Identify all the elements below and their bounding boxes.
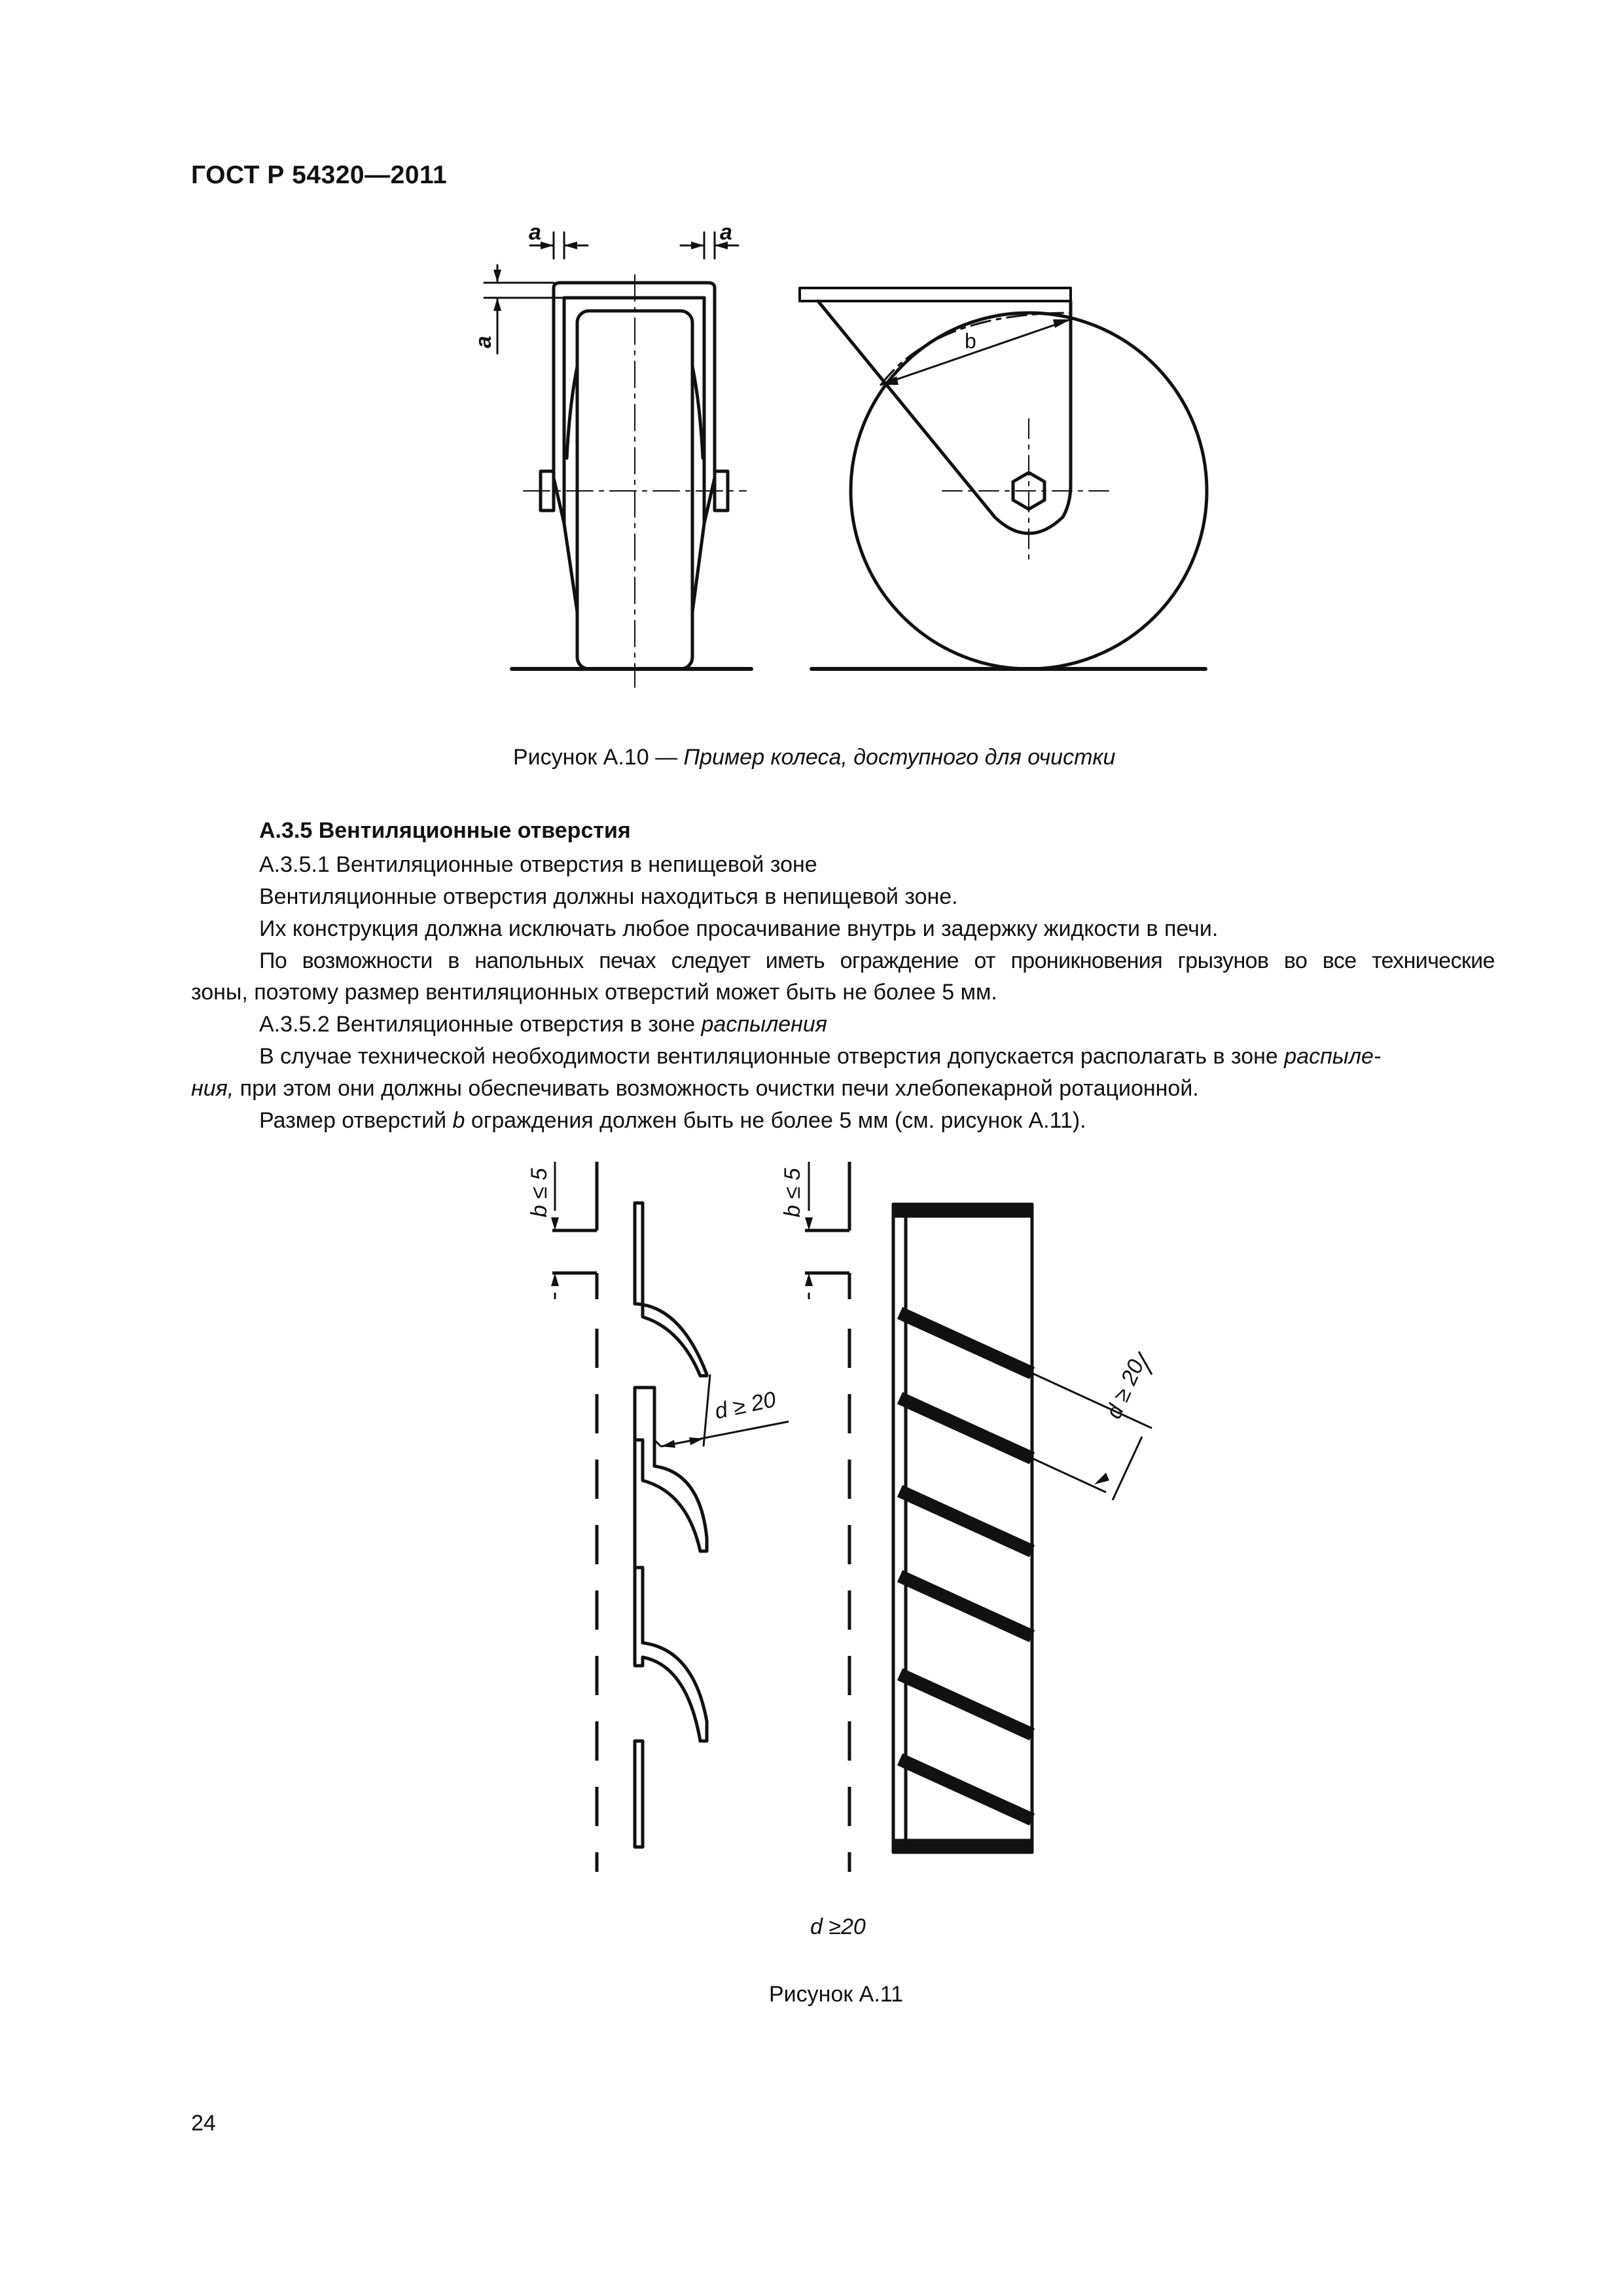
figure-a10-caption-title: Пример колеса, доступного для очистки xyxy=(683,745,1116,770)
dim-label-d-right: d ≥ 20 xyxy=(1101,1355,1149,1423)
louver-slanted-right xyxy=(805,1162,1152,1872)
dim-label-a-left: a xyxy=(471,336,496,348)
paragraph-4-italic: распыле- xyxy=(1284,1044,1382,1069)
paragraph-4-text-2: при этом они должны обеспечивать возможность очистки печи хлебопекарной ротационной. xyxy=(234,1076,1199,1101)
document-id: ГОСТ Р 54320—2011 xyxy=(191,161,448,189)
dim-label-b-left: b ≤ 5 xyxy=(527,1168,552,1217)
paragraph-4-text: В случае технической необходимости вентиляционные отверстия допускается располагать в зоне xyxy=(259,1044,1285,1069)
figure-a11-caption: Рисунок А.11 xyxy=(769,1982,904,2007)
dim-label-a-top-right: a xyxy=(720,220,732,245)
dim-label-d-left: d ≥ 20 xyxy=(712,1387,778,1424)
dim-label-b: b xyxy=(965,329,976,353)
dim-label-a-top-left: a xyxy=(529,220,541,245)
subsection-heading-1: А.3.5.1 Вентиляционные отверстия в непищевой зоне xyxy=(259,852,817,877)
paragraph-5-prefix: Размер отверстий xyxy=(259,1108,453,1133)
paragraph-2: Их конструкция должна исключать любое просачивание внутрь и задержку жидкости в печи. xyxy=(259,916,1219,941)
page-number: 24 xyxy=(191,2111,216,2136)
figure-a10-caption-prefix: Рисунок А.10 — xyxy=(513,745,684,770)
subsection-heading-2-text: А.3.5.2 Вентиляционные отверстия в зоне xyxy=(259,1012,702,1037)
paragraph-4-italic-2: ния, xyxy=(191,1076,234,1101)
section-heading: А.3.5 Вентиляционные отверстия xyxy=(259,818,631,843)
figure-a11-note: d ≥20 xyxy=(810,1914,866,1939)
paragraph-1: Вентиляционные отверстия должны находиться в непищевой зоне. xyxy=(259,884,958,909)
paragraph-5-suffix: ограждения должен быть не более 5 мм (см. рисунок А.11). xyxy=(465,1108,1086,1133)
paragraph-5-var: b xyxy=(452,1108,465,1133)
paragraph-3-line-1: По возможности в напольных печах следует иметь ограждение от проникновения грызунов во все технические xyxy=(259,948,1495,973)
paragraph-3-line-2: зоны, поэтому размер вентиляционных отверстий может быть не более 5 мм. xyxy=(191,980,997,1005)
louver-profile-left xyxy=(552,1162,789,1872)
subsection-heading-2-italic: распыления xyxy=(701,1012,827,1037)
dim-label-b-right: b ≤ 5 xyxy=(780,1168,805,1217)
